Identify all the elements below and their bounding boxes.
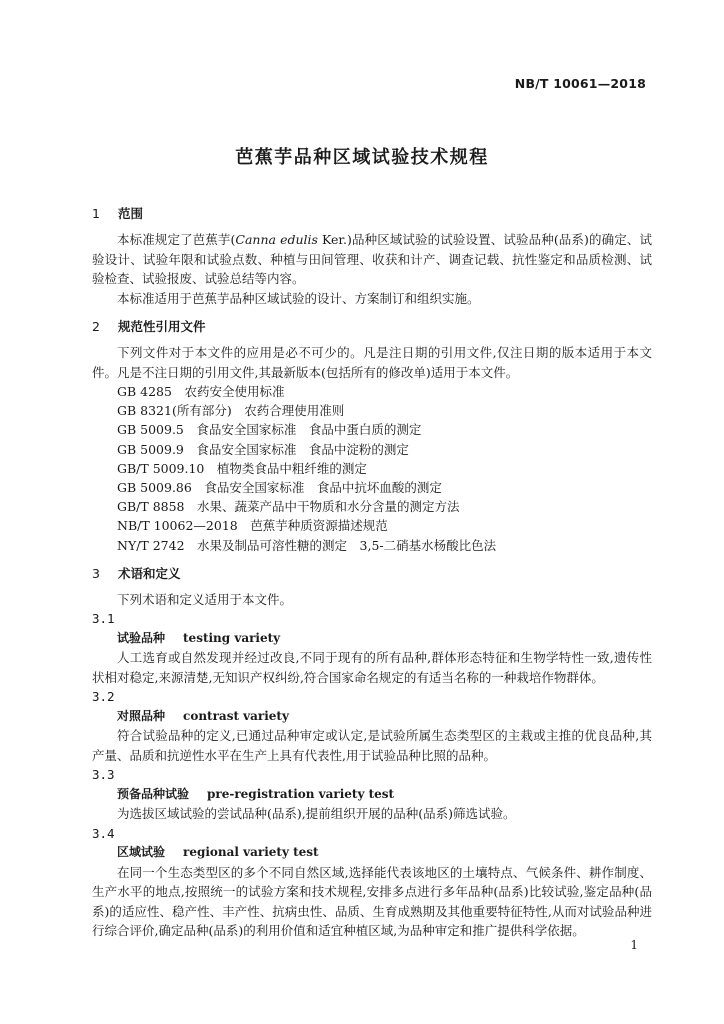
reference-item: [92, 497, 652, 516]
reference-title: 水果、蔬菜产品中干物质和水分含量的测定方法: [197, 499, 460, 515]
term-heading: [92, 785, 652, 805]
reference-list: [92, 382, 652, 555]
term-chinese: 预备品种试验: [117, 786, 190, 801]
section-number: 2: [92, 319, 100, 334]
term-number: 3.1: [92, 611, 115, 627]
reference-title: 食品安全国家标准 食品中淀粉的测定: [196, 441, 409, 457]
standard-number: NB/T 10061—2018: [514, 76, 646, 91]
term-english: pre-registration variety test: [207, 786, 395, 801]
term-heading: [92, 707, 652, 727]
reference-code: GB 8321(所有部分): [117, 403, 232, 419]
reference-item: [92, 536, 652, 555]
reference-code: GB 4285: [117, 384, 172, 399]
section-number: 1: [92, 206, 100, 221]
term-definition: 符合试验品种的定义,已通过品种审定或认定,是试验所属生态类型区的主栽或主推的优良品种,其产量、品质和抗逆性水平在生产上具有代表性,用于试验品种比照的品种。: [92, 728, 652, 763]
term-definition: 在同一个生态类型区的多个不同自然区域,选择能代表该地区的土壤特点、气候条件、耕作制度、生产水平的地点,按照统一的试验方案和技术规程,安排多点进行多年品种(品系)比较试验,鉴定品种(品系)的适应性、稳产性、丰产性、抗病虫性、品质、生育成熟期及其他重要特征特性,从而对试验品种进行综合评价,确定品种(品系)的利用价值和适宜种植区域,为品种审定和推广提供科学依据。: [92, 864, 652, 939]
section-heading: [92, 204, 652, 224]
term-number: 3.2: [92, 689, 115, 705]
reference-title: 植物类食品中粗纤维的测定: [216, 460, 367, 476]
references-intro: 下列文件对于本文件的应用是必不可少的。凡是注日期的引用文件,仅注日期的版本适用于本文件。凡是不注日期的引用文件,其最新版本(包括所有的修改单)适用于本文件。: [92, 345, 652, 380]
reference-code: GB/T 8858: [117, 499, 185, 515]
reference-title: 农药合理使用准则: [244, 403, 345, 419]
reference-code: NB/T 10062—2018: [117, 518, 238, 534]
term-chinese: 对照品种: [117, 708, 166, 723]
term-heading: [92, 629, 652, 649]
term-chinese: 试验品种: [117, 630, 166, 645]
document-title: 芭蕉芋品种区域试验技术规程: [235, 147, 489, 168]
section-title: 规范性引用文件: [118, 319, 206, 334]
reference-title: 水果及制品可溶性糖的测定 3,5-二硝基水杨酸比色法: [197, 537, 497, 553]
reference-code: GB 5009.5: [117, 422, 184, 438]
page-number: 1: [630, 938, 638, 952]
section-heading: [92, 564, 652, 584]
term-english: regional variety test: [183, 845, 319, 860]
reference-title: 食品安全国家标准 食品中蛋白质的测定: [196, 422, 422, 438]
section-number: 3: [92, 565, 100, 581]
reference-code: GB 5009.9: [117, 441, 184, 457]
reference-code: GB 5009.86: [117, 480, 192, 496]
term-definition: 人工选育或自然发现并经过改良,不同于现有的所有品种,群体形态特征和生物学特性一致,遗传性状相对稳定,来源清楚,无知识产权纠纷,符合国家命名规定的有适当名称的一种栽培作物群体。: [92, 650, 652, 685]
reference-item: [92, 459, 652, 478]
scope-applicability: 本标准适用于芭蕉芋品种区域试验的设计、方案制订和组织实施。: [117, 290, 480, 306]
reference-item: [92, 440, 652, 459]
reference-code: GB/T 5009.10: [117, 460, 205, 476]
section-title: 术语和定义: [118, 565, 181, 581]
terms-intro: 下列术语和定义适用于本文件。: [117, 591, 293, 607]
reference-item: [92, 516, 652, 535]
reference-item: [92, 401, 652, 420]
term-definition: 为选拔区域试验的尝试品种(品系),提前组织开展的品种(品系)筛选试验。: [117, 806, 516, 822]
document-body: [92, 204, 652, 941]
reference-code: NY/T 2742: [117, 537, 185, 553]
reference-title: 芭蕉芋种质资源描述规范: [250, 518, 388, 534]
reference-title: 农药安全使用标准: [184, 384, 285, 399]
terms-list: [92, 609, 652, 941]
scope-text-post: Ker.)品种区域试验的试验设置、试验品种(品系)的确定、试验设计、试验年限和试验点数、种植与田间管理、收获和计产、调查记载、抗性鉴定和品质检测、试验检查、试验报废、试验总结等内容。: [92, 232, 652, 286]
reference-item: [92, 420, 652, 439]
scope-text-pre: 本标准规定了芭蕉芋(: [117, 232, 236, 247]
term-heading: [92, 843, 652, 863]
reference-title: 食品安全国家标准 食品中抗坏血酸的测定: [204, 480, 442, 496]
reference-item: [92, 478, 652, 497]
scope-paragraph: [92, 230, 652, 289]
reference-item: [92, 382, 652, 401]
section-heading: [92, 317, 652, 337]
latin-name: Canna edulis: [235, 232, 318, 247]
term-english: testing variety: [183, 630, 281, 645]
term-chinese: 区域试验: [117, 845, 166, 860]
term-number: 3.4: [92, 825, 115, 841]
term-english: contrast variety: [183, 708, 289, 723]
section-title: 范围: [118, 206, 144, 221]
term-number: 3.3: [92, 767, 115, 783]
